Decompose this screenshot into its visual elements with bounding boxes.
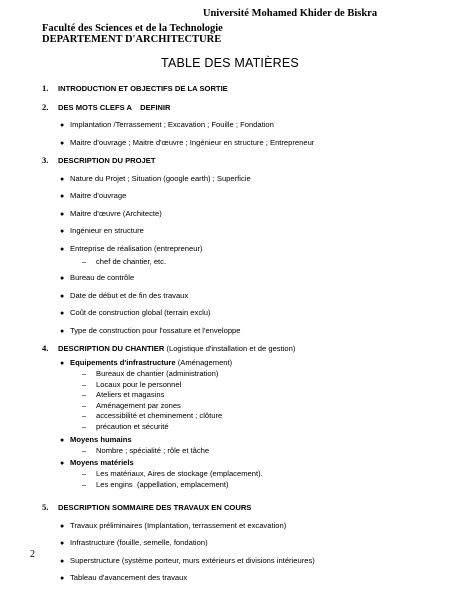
list-item (60, 539, 442, 547)
university-name: Université Mohamed Khider de Biskra (202, 8, 378, 19)
bullet-icon: ● (60, 292, 65, 300)
dash-icon: – (82, 469, 87, 479)
group-extra: (Aménagement) (175, 357, 233, 367)
bullet-icon: ● (60, 275, 65, 283)
toc-section-3 (42, 156, 442, 165)
dash-icon: – (82, 256, 87, 266)
sub-list-item-text: Locaux pour le personnel (96, 379, 182, 389)
section-title: DES MOTS CLEFS A DEFINIR (58, 102, 171, 112)
sub-list-item-text: Nombre ; spécialité ; rôle et tâche (96, 445, 210, 455)
bullet-icon: ● (60, 210, 65, 218)
list-item (60, 436, 442, 444)
list-item-text (70, 436, 132, 444)
list-item-text: Bureau de contrôle (70, 273, 135, 283)
dash-icon: – (82, 379, 87, 389)
bullet-icon: ● (60, 228, 65, 236)
bullet-icon: ● (60, 575, 65, 583)
list-item (60, 327, 442, 335)
bullet-icon: ● (60, 245, 65, 253)
sub-list-item (82, 447, 442, 455)
section-number: 4. (42, 343, 49, 354)
list-item (60, 192, 442, 200)
section-title: DESCRIPTION SOMMAIRE DES TRAVAUX EN COURS (58, 503, 252, 513)
list-item (60, 522, 442, 530)
list-item-text: Infrastructure (fouille, semelle, fondation) (70, 538, 208, 548)
section-title (58, 345, 295, 353)
dash-icon: – (82, 479, 87, 489)
list-item-text: Date de début et de fin des travaux (70, 290, 189, 300)
list-item (60, 574, 442, 582)
bullet-icon: ● (60, 557, 65, 565)
sub-list-item (82, 391, 442, 399)
list-item (60, 227, 442, 235)
sub-list-item (82, 258, 442, 266)
list-item-text: Tableau d'avancement des travaux (70, 573, 188, 583)
bullet-icon: ● (60, 193, 65, 201)
list-item (60, 309, 442, 317)
list-item-text: Maitre d'œuvre (Architecte) (70, 208, 162, 218)
sub-list-item (82, 381, 442, 389)
sub-list-item-text: précaution et sécurité (96, 421, 169, 431)
bullet-icon: ● (60, 359, 65, 367)
list-item-text: Superstructure (système porteur, murs extérieurs et divisions intérieures) (70, 555, 315, 565)
dash-icon: – (82, 368, 87, 378)
list-item (60, 210, 442, 218)
section-number: 3. (42, 155, 49, 166)
dash-icon: – (82, 411, 87, 421)
page-title: TABLE DES MATIÈRES (161, 56, 299, 70)
list-item (60, 121, 442, 129)
toc-section-1 (42, 84, 442, 93)
bullet-icon: ● (60, 175, 65, 183)
list-item (60, 274, 442, 282)
dash-icon: – (82, 445, 87, 455)
list-item-text (70, 459, 134, 467)
sub-list-item (82, 481, 442, 489)
sub-list-item (82, 412, 442, 420)
group-title: Equipements d'infrastructure (70, 357, 176, 367)
bullet-icon: ● (60, 139, 65, 147)
toc-section-2 (42, 103, 442, 112)
bullet-icon: ● (60, 327, 65, 335)
list-item (60, 245, 442, 253)
bullet-icon: ● (60, 310, 65, 318)
list-item (60, 557, 442, 565)
list-item (60, 175, 442, 183)
sub-list-item-text: Les engins (appellation, emplacement) (96, 479, 229, 489)
bullet-icon: ● (60, 436, 65, 444)
group-title: Moyens matériels (70, 458, 134, 468)
bullet-icon: ● (60, 522, 65, 530)
sub-list-item (82, 402, 442, 410)
toc-section-5 (42, 503, 442, 512)
section-title-main: DESCRIPTION DU CHANTIER (58, 344, 165, 354)
group-title: Moyens humains (70, 434, 132, 444)
list-item-text: Coût de construction global (terrain exclu) (70, 308, 211, 318)
department-name: DEPARTEMENT D'ARCHITECTURE (42, 34, 222, 45)
sub-list-item-text: Ateliers et magasins (96, 390, 165, 400)
list-item-text: Maitre d'ouvrage ; Maitre d'œuvre ; Ingénieur en structure ; Entrepreneur (70, 137, 315, 147)
bullet-icon: ● (60, 460, 65, 468)
list-item-text: Implantation /Terrassement ; Excavation ; Fouille ; Fondation (70, 120, 274, 130)
sub-list-item-text: Aménagement par zones (96, 400, 181, 410)
sub-list-item-text: accessibilité et cheminement ; clôture (96, 411, 223, 421)
list-item (60, 359, 442, 367)
list-item-text: Entreprise de réalisation (entrepreneur) (70, 243, 203, 253)
section-title: INTRODUCTION ET OBJECTIFS DE LA SORTIE (58, 84, 228, 93)
list-item-text: Type de construction pour l'ossature et l'enveloppe (70, 325, 241, 335)
section-number: 2. (42, 101, 49, 112)
dash-icon: – (82, 421, 87, 431)
list-item (60, 292, 442, 300)
dash-icon: – (82, 400, 87, 410)
section-number: 1. (42, 83, 49, 93)
dash-icon: – (82, 390, 87, 400)
bullet-icon: ● (60, 540, 65, 548)
list-item-text: Maitre d'ouvrage (70, 191, 127, 201)
list-item-text: Nature du Projet ; Situation (google earth) ; Superficie (70, 173, 251, 183)
list-item (60, 459, 442, 467)
list-item-text (70, 359, 232, 367)
sub-list-item-text: chef de chantier, etc. (96, 256, 167, 266)
section-title-extra: (Logistique d'installation et de gestion) (164, 344, 296, 354)
bullet-icon: ● (60, 122, 65, 130)
section-number: 5. (42, 502, 49, 513)
toc-section-4 (42, 344, 442, 353)
sub-list-item-text: Les matériaux, Aires de stockage (emplacement). (96, 469, 263, 479)
sub-list-item (82, 470, 442, 478)
list-item (60, 139, 442, 147)
sub-list-item (82, 423, 442, 431)
section-title: DESCRIPTION DU PROJET (58, 156, 156, 166)
toc-content (42, 84, 442, 592)
page-number: 2 (30, 549, 35, 560)
list-item-text: Travaux préliminaires (Implantation, terrassement et excavation) (70, 520, 287, 530)
sub-list-item-text: Bureaux de chantier (administration) (96, 368, 219, 378)
sub-list-item (82, 370, 442, 378)
list-item-text: Ingénieur en structure (70, 226, 144, 236)
faculty-name: Faculté des Sciences et de la Technologie (42, 23, 223, 34)
